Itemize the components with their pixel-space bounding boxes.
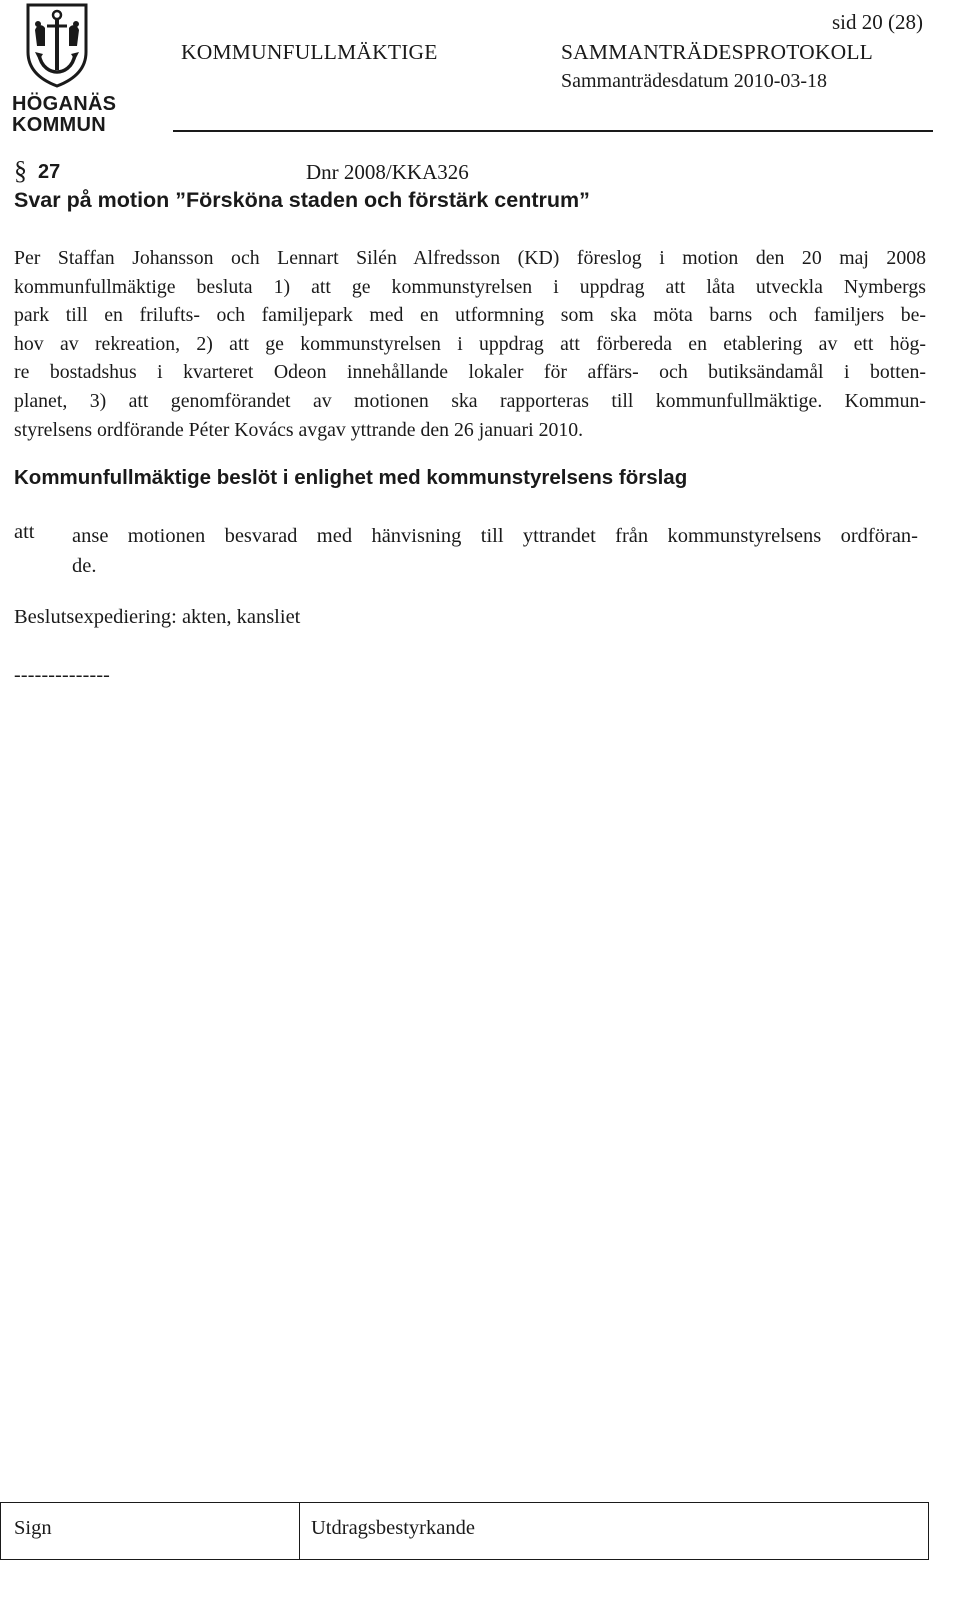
sign-label: Sign [14, 1517, 52, 1539]
motion-description [14, 244, 926, 444]
decision-line: anse motionen besvarad med hänvisning till yttrandet från kommunstyrelsens ordföran- [72, 525, 918, 547]
extract-certification-label: Utdragsbestyrkande [311, 1517, 475, 1539]
logo-line-2: KOMMUN [12, 114, 107, 136]
anchor-coat-of-arms-icon [25, 2, 89, 88]
dnr-reference: Dnr 2008/KKA326 [306, 160, 469, 184]
body-line: styrelsens ordförande Péter Kovács avgav yttrande den 26 januari 2010. [14, 418, 584, 441]
footer-divider [299, 1503, 300, 1559]
page-number: sid 20 (28) [832, 10, 923, 34]
paragraph-sign: § [14, 156, 27, 185]
decision-label: att [14, 521, 35, 543]
body-line: re bostadshus i kvarteret Odeon innehållande lokaler för affärs- och butiksändamål i botten- [14, 361, 926, 384]
municipality-logo [4, 2, 117, 136]
body-line: hov av rekreation, 2) att ge kommunstyrelsen i uppdrag att förbereda en etablering av ett hög- [14, 332, 926, 355]
item-title: Svar på motion ”Försköna staden och förstärk centrum” [14, 188, 590, 212]
separator-dashes: -------------- [14, 664, 111, 686]
body-line: Per Staffan Johansson och Lennart Silén Alfredsson (KD) föreslog i motion den 20 maj 2008 [14, 247, 926, 269]
item-number: 27 [38, 161, 61, 183]
header-meeting-date: Sammanträdesdatum 2010-03-18 [561, 70, 828, 92]
expedition-note: Beslutsexpediering: akten, kansliet [14, 606, 301, 628]
body-line: park till en frilufts- och familjepark med en utformning som ska möta barns och familjers be- [14, 304, 926, 327]
decision-text [72, 521, 918, 581]
decision-line: de. [72, 555, 97, 577]
header-organization: KOMMUNFULLMÄKTIGE [181, 40, 438, 64]
signature-box [0, 1502, 929, 1560]
decision-heading: Kommunfullmäktige beslöt i enlighet med kommunstyrelsens förslag [14, 466, 688, 489]
logo-line-1: HÖGANÄS [12, 93, 117, 115]
body-line: kommunfullmäktige besluta 1) att ge kommunstyrelsen i uppdrag att låta utveckla Nymbergs [14, 275, 926, 298]
header-document-type: SAMMANTRÄDESPROTOKOLL [561, 40, 874, 64]
header-rule [173, 130, 933, 132]
body-line: planet, 3) att genomförandet av motionen ska rapporteras till kommunfullmäktige. Kommun- [14, 389, 926, 412]
